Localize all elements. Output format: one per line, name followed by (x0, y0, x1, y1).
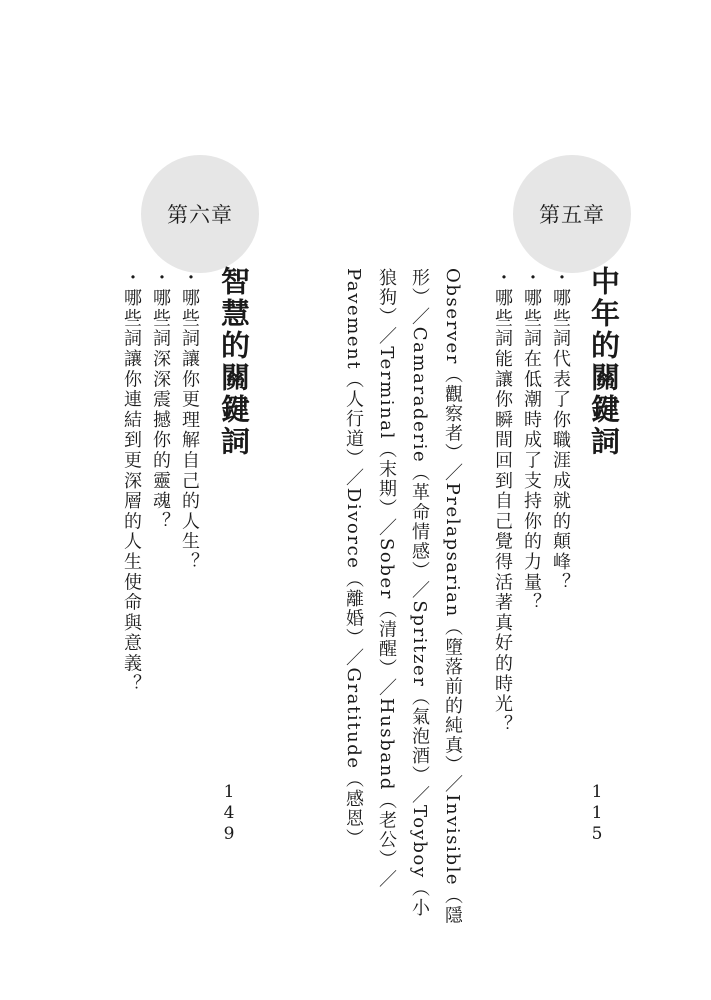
chapter6-question-2: ・哪些詞深深震撼你的靈魂？ (150, 268, 171, 532)
chapter5-question-3: ・哪些詞能讓你瞬間回到自己覺得活著真好的時光？ (492, 268, 513, 735)
chapter5-question-1: ・哪些詞代表了你職涯成就的顛峰？ (550, 268, 571, 593)
chapter6-page-number: 149 (219, 782, 239, 845)
chapter5-question-2: ・哪些詞在低潮時成了支持你的力量？ (521, 268, 542, 614)
chapter5-title: 中年的關鍵詞 (587, 266, 621, 458)
chapter5-keywords-line-4: Pavement（人行道）／Divorce（離婚）／Gratitude（感恩） (343, 268, 364, 849)
chapter6-badge (141, 155, 259, 273)
chapter6-label: 第六章 (167, 203, 233, 227)
chapter6-title: 智慧的關鍵詞 (217, 266, 251, 458)
chapter6-question-3: ・哪些詞讓你連結到更深層的人生使命與意義？ (121, 268, 142, 695)
chapter5-keywords-line-3: 狼狗）／Terminal（末期）／Sober（清醒）／Husband（老公）／ (376, 268, 397, 890)
chapter5-keywords-line-1: Observer（觀察者）／Prelapsarian（墮落前的純真）／Invisible（隱 (442, 268, 463, 926)
chapter6-question-1: ・哪些詞讓你更理解自己的人生？ (179, 268, 200, 573)
chapter5-badge (513, 155, 631, 273)
chapter5-page-number: 115 (587, 782, 607, 845)
chapter5-keywords-line-2: 形）／Camaraderie（革命情感）／Spritzer（氣泡酒）／Toyboy（小 (409, 268, 430, 918)
chapter5-label: 第五章 (539, 203, 605, 227)
